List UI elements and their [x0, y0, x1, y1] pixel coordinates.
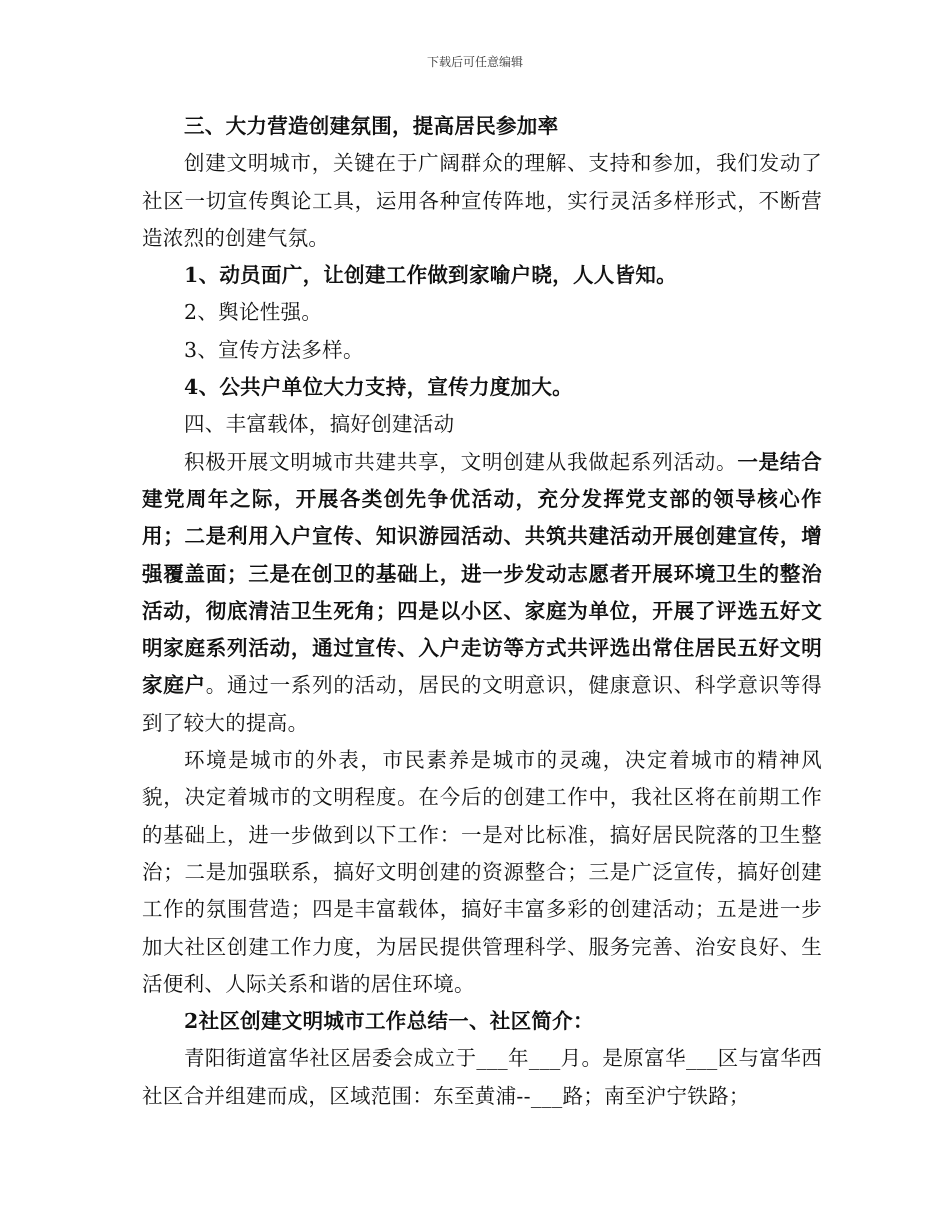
paragraph-activities-intro: 积极开展文明城市共建共享，文明创建从我做起系列活动。	[184, 449, 738, 474]
section-heading-3: 三、大力营造创建氛围，提高居民参加率	[184, 114, 559, 138]
paragraph-activities-bold: 一是结合建党周年之际，开展各类创先争优活动，充分发挥党支部的领导核心作用；二是利用入户宣传、知识游园活动、共筑共建活动开展创建宣传，增强覆盖面；三是在创卫的基础上，进一步发动志愿者开展环境卫生的整治活动，彻底清洁卫生死角；四是以小区、家庭为单位，开展了评选五好文明家庭系列活动，通过宣传、入户走访等方式共评选出常住居民五好文明家庭户	[142, 449, 822, 698]
section-heading-summary: 2社区创建文明城市工作总结一、社区简介：	[184, 1009, 594, 1034]
list-item-3: 3、宣传方法多样。	[184, 337, 364, 362]
paragraph-environment: 环境是城市的外表，市民素养是城市的灵魂，决定着城市的精神风貌，决定着城市的文明程度。在今后的创建工作中，我社区将在前期工作的基础上，进一步做到以下工作：一是对比标准，搞好居民院落的卫生整治；二是加强联系，搞好文明创建的资源整合；三是广泛宣传，搞好创建工作的氛围营造；四是丰富载体，搞好丰富多彩的创建活动；五是进一步加大社区创建工作力度，为居民提供管理科学、服务完善、治安良好、生活便利、人际关系和谐的居住环境。	[142, 748, 822, 996]
document-body	[142, 108, 822, 1115]
list-item-1: 1、动员面广，让创建工作做到家喻户晓，人人皆知。	[184, 263, 677, 288]
paragraph-atmosphere: 创建文明城市，关键在于广阔群众的理解、支持和参加，我们发动了社区一切宣传舆论工具，运用各种宣传阵地，实行灵活多样形式，不断营造浓烈的创建气氛。	[142, 151, 822, 250]
paragraph-activities-outro: 。通过一系列的活动，居民的文明意识，健康意识、科学意识等得到了较大的提高。	[142, 673, 822, 735]
section-heading-4: 四、丰富载体，搞好创建活动	[184, 412, 455, 437]
page-header: 下载后可任意编辑	[426, 55, 523, 69]
list-item-4: 4、公共户单位大力支持，宣传力度加大。	[184, 375, 573, 400]
list-item-2: 2、舆论性强。	[184, 300, 323, 325]
paragraph-activities	[142, 444, 822, 742]
paragraph-community-intro: 青阳街道富华社区居委会成立于___年___月。是原富华___区与富华西社区合并组建而成，区域范围：东至黄浦--___路；南至沪宁铁路；	[142, 1046, 822, 1108]
